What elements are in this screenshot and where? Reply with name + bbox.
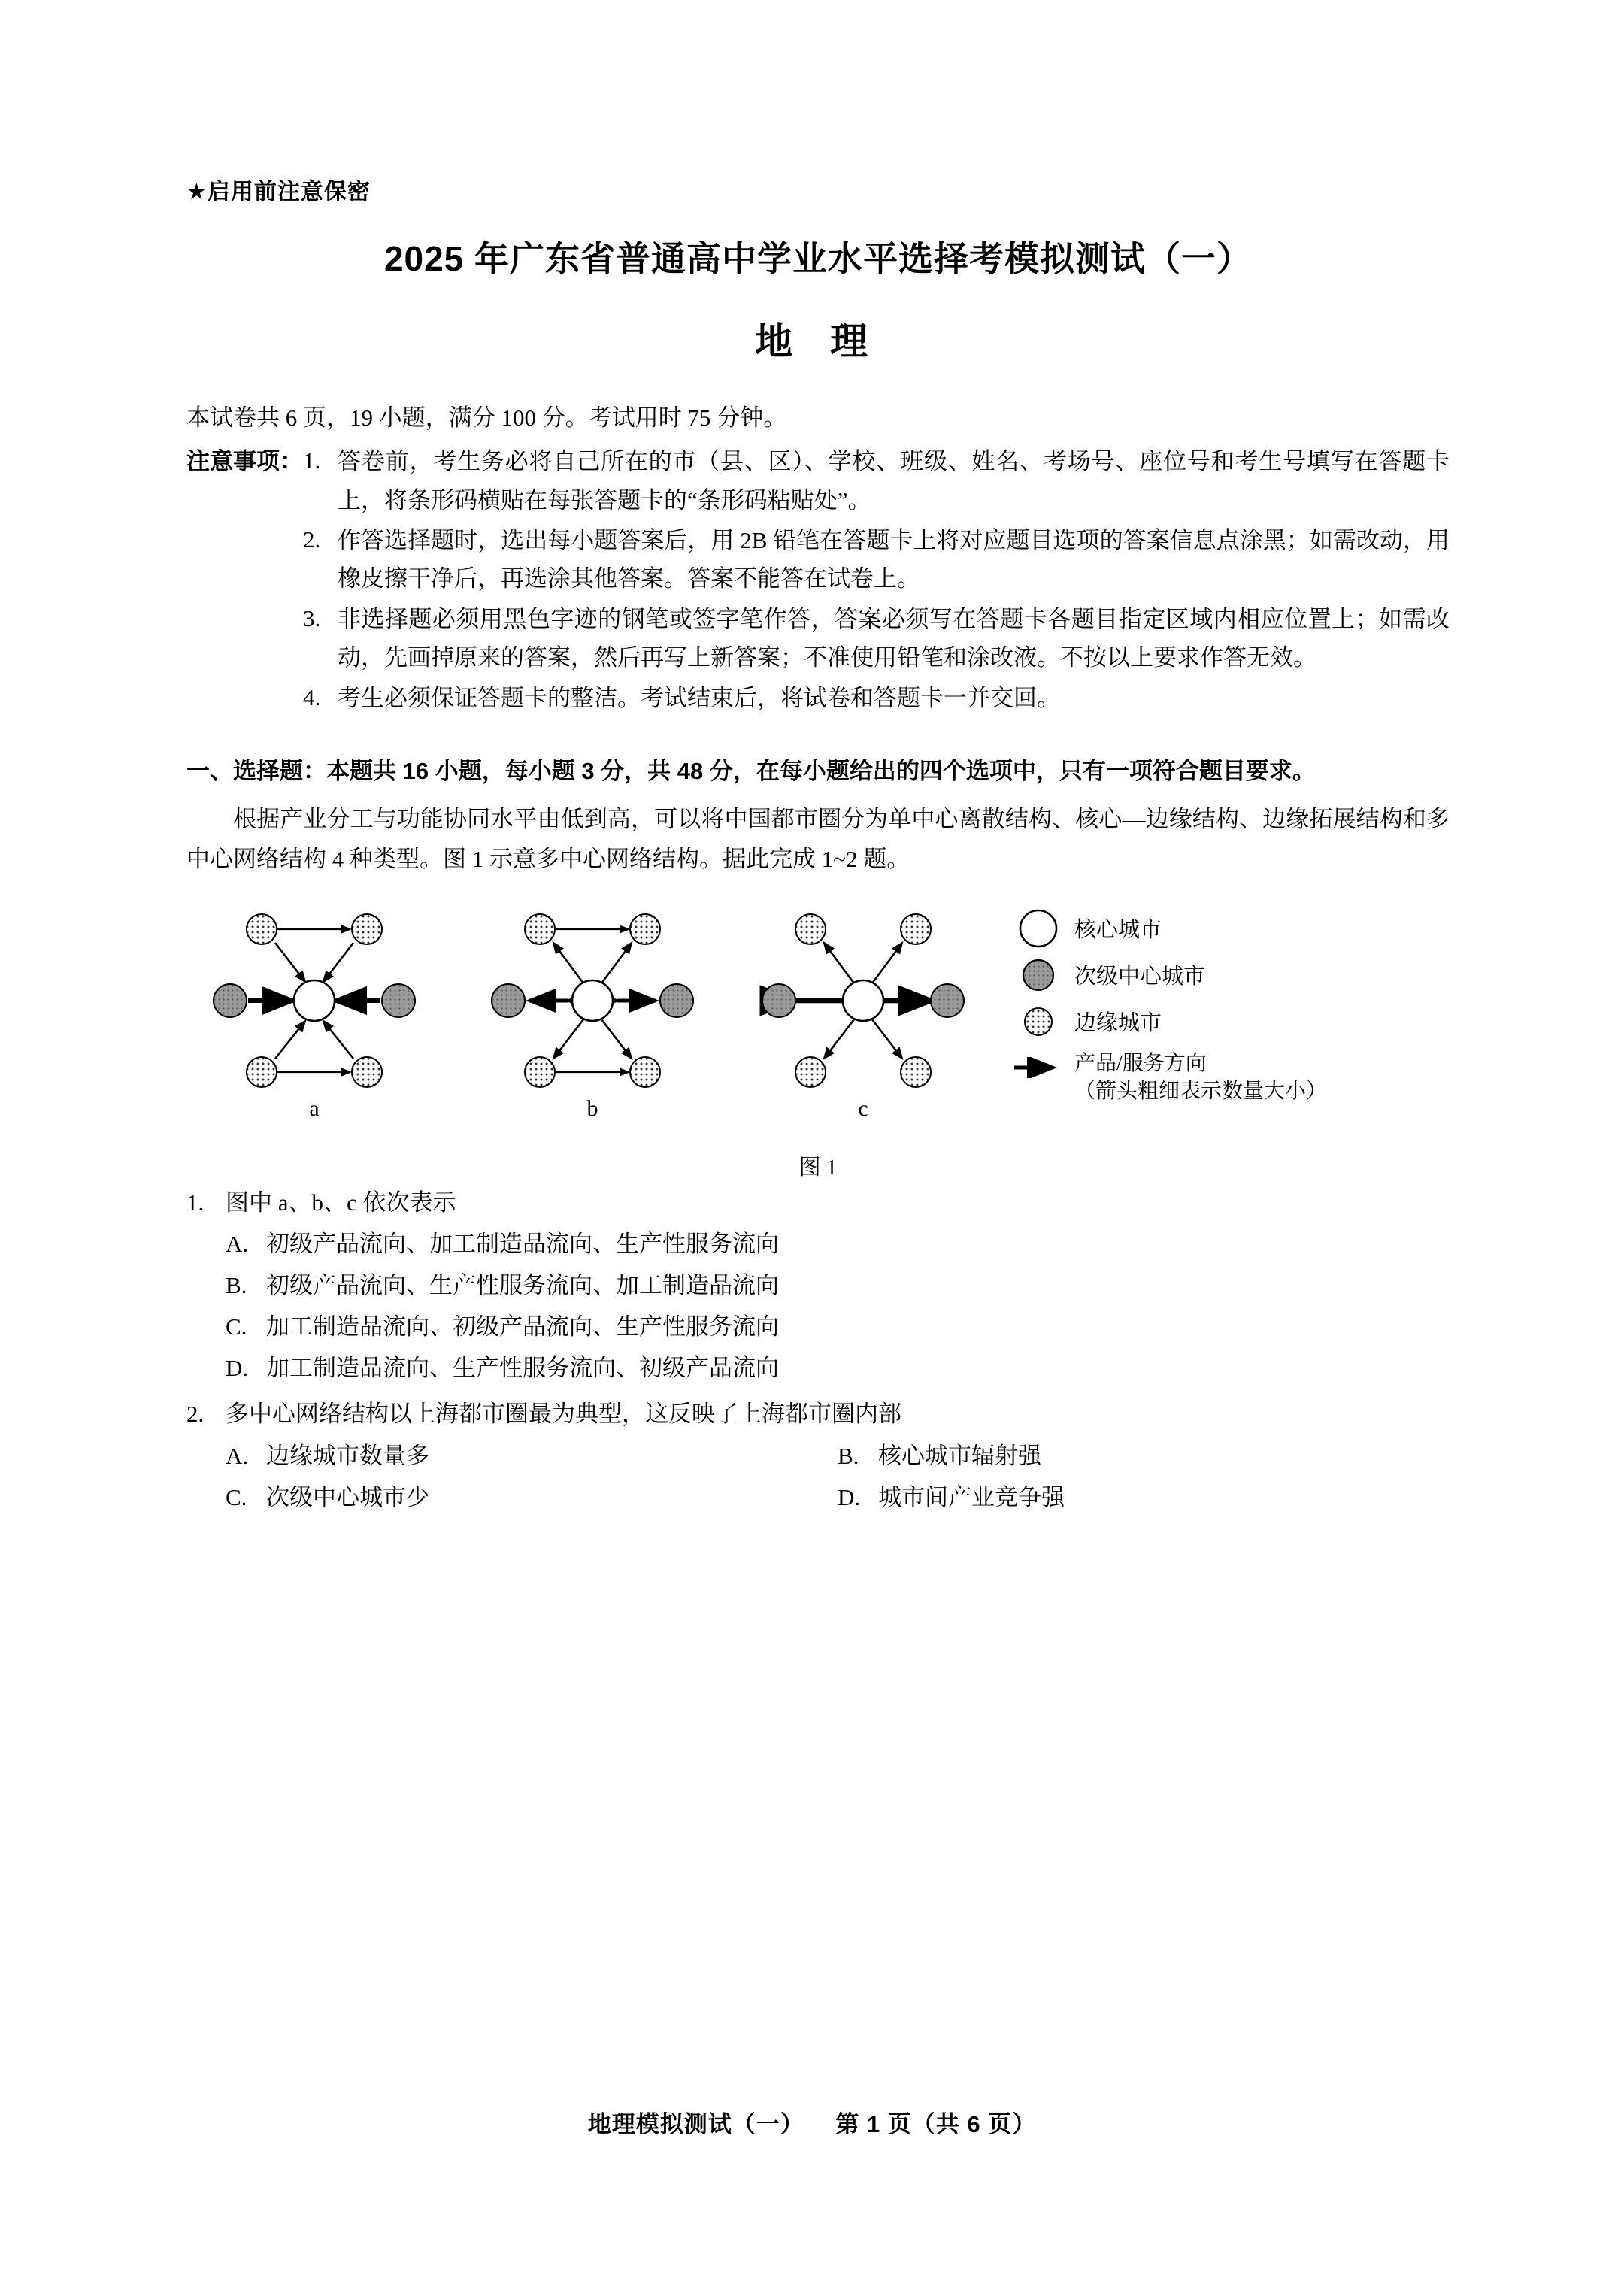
notice-item [303,679,1450,717]
legend-row-arrow [1002,1050,1453,1107]
question-1-number: 1. [186,1189,205,1216]
notice-items [303,442,1450,719]
legend-label-core: 核心城市 [1074,918,1162,943]
question-1 [186,1182,1450,1389]
svg-text:b: b [586,1095,598,1121]
secret-notice: ★启用前注意保密 [186,180,371,204]
figure-diagram [186,899,1450,1147]
question-2-stem: 多中心网络结构以上海都市圈最为典型，这反映了上海都市圈内部 [226,1401,901,1428]
page-footer [0,2105,1624,2139]
notice-item [303,600,1450,677]
option-text: 次级中心城市少 [266,1483,429,1510]
cluster-a-svg [209,899,472,1125]
option-label: A. [226,1442,249,1469]
edge-city-circle-icon [1002,1004,1074,1039]
question-2-options-row-1 [226,1435,1450,1477]
question-2-stem-row [186,1393,1450,1434]
page-title: 2025 年广东省普通高中学业水平选择考模拟测试（一） [383,239,1253,278]
legend-row-core [1002,905,1453,952]
legend-label-edge: 边缘城市 [1074,1011,1162,1036]
notice-text: 考生必须保证答题卡的整洁。考试结束后，将试卷和答题卡一并交回。 [338,684,1060,711]
legend-arrow-line2: （箭头粗细表示数量大小） [1074,1080,1328,1104]
question-2-options-row-2 [226,1477,1450,1518]
legend-arrow-text [1074,1050,1327,1107]
legend-label-subcenter: 次级中心城市 [1074,965,1206,989]
notice-item [303,442,1450,519]
legend-row-edge [1002,998,1453,1045]
subcenter-city-circle-icon [1002,956,1074,994]
subject-title: 地 理 [755,320,881,362]
option-text: 初级产品流向、生产性服务流向、加工制造品流向 [266,1271,779,1298]
question-2-option-c[interactable] [226,1477,838,1518]
footer-right: 第 1 页（共 6 页） [835,2111,1037,2137]
cluster-c [758,899,1021,1125]
question-1-option-c[interactable] [226,1306,1450,1347]
cluster-b [487,899,750,1125]
figure-legend [1002,905,1453,1107]
question-2-option-d[interactable] [838,1477,1450,1518]
notice-text: 答卷前，考生务必将自己所在的市（县、区）、学校、班级、姓名、考场号、座位号和考生号填写在答题卡上，将条形码横贴在每张答题卡的“条形码粘贴处”。 [338,448,1450,513]
section-heading: 一、选择题：本题共 16 小题，每小题 3 分，共 48 分，在每小题给出的四个选项中，只有一项符合题目要求。 [186,758,1316,785]
footer-left: 地理模拟测试（一） [587,2111,804,2137]
option-label: B. [838,1442,859,1469]
question-1-stem: 图中 a、b、c 依次表示 [226,1189,456,1216]
cluster-c-svg [758,899,1021,1125]
question-1-option-a[interactable] [226,1223,1450,1265]
figure-caption: 图 1 [798,1155,838,1180]
option-label: D. [226,1355,249,1382]
svg-text:a: a [309,1095,320,1121]
figure-1 [186,899,1450,1180]
paper-info: 本试卷共 6 页，19 小题，满分 100 分。考试用时 75 分钟。 [186,404,787,431]
material-paragraph: 根据产业分工与功能协同水平由低到高，可以将中国都市圈分为单中心离散结构、核心—边缘结构、边缘拓展结构和多中心网络结构 4 种类型。图 1 示意多中心网络结构。据此完成 1~2 题。 [186,805,1450,873]
notice-number: 2. [303,526,321,553]
notice-block [186,442,1450,719]
arrow-icon [1002,1050,1074,1078]
page-content [186,173,1450,1518]
cluster-b-svg [487,899,750,1125]
svg-text:c: c [858,1095,868,1121]
option-text: 初级产品流向、加工制造品流向、生产性服务流向 [266,1230,779,1257]
notice-number: 1. [303,447,321,474]
notice-label: 注意事项： [186,448,303,475]
question-2-option-a[interactable] [226,1435,838,1477]
question-2 [186,1393,1450,1518]
notice-number: 3. [303,604,321,632]
core-city-circle-icon [1002,907,1074,950]
question-1-stem-row [186,1182,1450,1223]
question-2-number: 2. [186,1401,205,1428]
notice-number: 4. [303,683,321,710]
option-label: C. [226,1483,247,1510]
option-text: 城市间产业竞争强 [878,1483,1065,1510]
notice-item [303,521,1450,598]
option-text: 边缘城市数量多 [266,1442,429,1469]
option-label: C. [226,1313,247,1340]
question-1-option-d[interactable] [226,1347,1450,1389]
option-label: A. [226,1230,249,1257]
option-label: B. [226,1271,247,1298]
option-text: 加工制造品流向、生产性服务流向、初级产品流向 [266,1355,779,1382]
notice-text: 作答选择题时，选出每小题答案后，用 2B 铅笔在答题卡上将对应题目选项的答案信息点涂黑；如需改动，用橡皮擦干净后，再选涂其他答案。答案不能答在试卷上。 [338,526,1450,592]
notice-text: 非选择题必须用黑色字迹的钢笔或签字笔作答，答案必须写在答题卡各题目指定区域内相应位置上；如需改动，先画掉原来的答案，然后再写上新答案；不准使用铅笔和涂改液。不按以上要求作答无效。 [338,605,1450,671]
option-text: 核心城市辐射强 [878,1442,1041,1469]
option-label: D. [838,1483,861,1510]
legend-row-subcenter [1002,952,1453,998]
legend-arrow-line1: 产品/服务方向 [1074,1051,1207,1075]
question-1-option-b[interactable] [226,1265,1450,1306]
cluster-a [209,899,472,1125]
question-2-option-b[interactable] [838,1435,1450,1477]
option-text: 加工制造品流向、初级产品流向、生产性服务流向 [266,1313,779,1340]
